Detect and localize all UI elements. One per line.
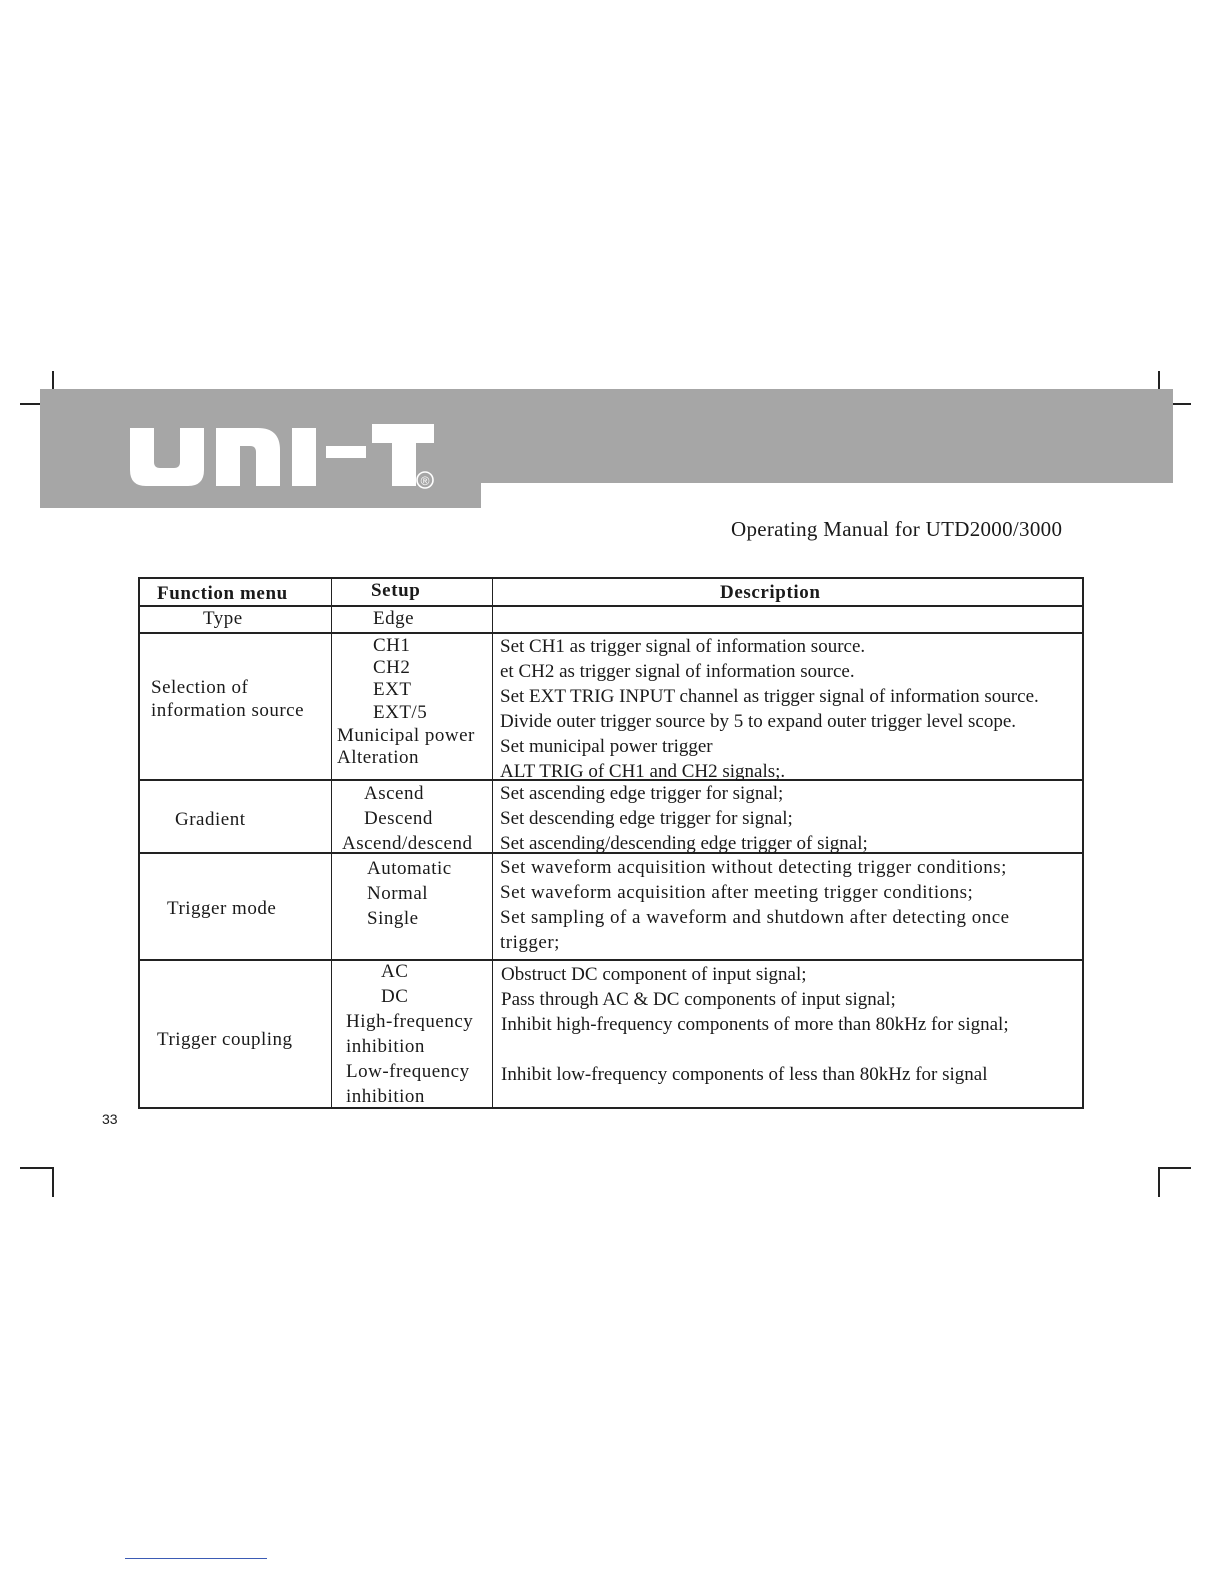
- description-ext5: Divide outer trigger source by 5 to expand outer trigger level scope.: [500, 711, 1016, 732]
- setup-dc: DC: [381, 986, 409, 1007]
- setup-ext5: EXT/5: [373, 702, 428, 723]
- row-divider: [140, 605, 1082, 607]
- description-ascend: Set ascending edge trigger for signal;: [500, 783, 784, 804]
- setup-alteration: Alteration: [337, 747, 420, 768]
- description-automatic: Set waveform acquisition without detecting trigger conditions;: [500, 857, 1007, 878]
- description-descend: Set descending edge trigger for signal;: [500, 808, 793, 829]
- setup-ch1: CH1: [373, 635, 411, 656]
- function-trigger-coupling: Trigger coupling: [157, 1029, 293, 1050]
- setup-normal: Normal: [367, 883, 429, 904]
- setup-low-frequency-cont: inhibition: [346, 1086, 425, 1107]
- crop-mark-bottom-left-v: [52, 1167, 54, 1197]
- registered-mark: ®: [420, 474, 430, 488]
- uni-t-logo: [128, 410, 448, 492]
- setup-single: Single: [367, 908, 419, 929]
- description-low-frequency: Inhibit low-frequency components of less than 80kHz for signal: [501, 1064, 988, 1085]
- trigger-menu-table: [138, 577, 1084, 1109]
- description-high-frequency: Inhibit high-frequency components of more than 80kHz for signal;: [501, 1014, 1009, 1035]
- description-ch1: Set CH1 as trigger signal of information source.: [500, 636, 866, 657]
- crop-mark-bottom-right-h: [1158, 1167, 1191, 1169]
- description-ascend-descend: Set ascending/descending edge trigger of signal;: [500, 833, 868, 854]
- setup-high-frequency: High-frequency: [346, 1011, 474, 1032]
- setup-edge: Edge: [373, 608, 415, 629]
- footer-rule: [125, 1558, 267, 1559]
- function-selection-line1: Selection of: [151, 677, 249, 698]
- column-divider: [492, 579, 493, 1107]
- setup-ch2: CH2: [373, 657, 411, 678]
- description-dc: Pass through AC & DC components of input signal;: [501, 989, 896, 1010]
- description-ext: Set EXT TRIG INPUT channel as trigger signal of information source.: [500, 686, 1039, 707]
- setup-ascend-descend: Ascend/descend: [342, 833, 473, 854]
- page-number: 33: [102, 1111, 118, 1127]
- setup-ext: EXT: [373, 679, 412, 700]
- column-divider: [331, 579, 332, 1107]
- description-alteration: ALT TRIG of CH1 and CH2 signals;.: [500, 761, 786, 782]
- setup-high-frequency-cont: inhibition: [346, 1036, 425, 1057]
- manual-title: Operating Manual for UTD2000/3000: [731, 517, 1063, 541]
- description-ac: Obstruct DC component of input signal;: [501, 964, 807, 985]
- header-setup: Setup: [371, 580, 421, 601]
- crop-mark-bottom-right-v: [1158, 1167, 1160, 1197]
- setup-automatic: Automatic: [367, 858, 452, 879]
- row-divider: [140, 632, 1082, 634]
- description-normal: Set waveform acquisition after meeting trigger conditions;: [500, 882, 974, 903]
- function-type: Type: [203, 608, 243, 629]
- function-selection-line2: information source: [151, 700, 305, 721]
- function-gradient: Gradient: [175, 809, 246, 830]
- setup-ac: AC: [381, 961, 409, 982]
- crop-mark-bottom-left-h: [20, 1167, 53, 1169]
- description-ch2: et CH2 as trigger signal of information source.: [500, 661, 855, 682]
- setup-low-frequency: Low-frequency: [346, 1061, 470, 1082]
- setup-municipal-power: Municipal power: [337, 725, 475, 746]
- description-single-cont: trigger;: [500, 932, 560, 953]
- row-divider: [140, 959, 1082, 961]
- description-single: Set sampling of a waveform and shutdown after detecting once: [500, 907, 1010, 928]
- description-municipal-power: Set municipal power trigger: [500, 736, 713, 757]
- function-trigger-mode: Trigger mode: [167, 898, 277, 919]
- setup-ascend: Ascend: [364, 783, 424, 804]
- setup-descend: Descend: [364, 808, 433, 829]
- header-description: Description: [720, 582, 821, 603]
- header-function-menu: Function menu: [157, 583, 288, 604]
